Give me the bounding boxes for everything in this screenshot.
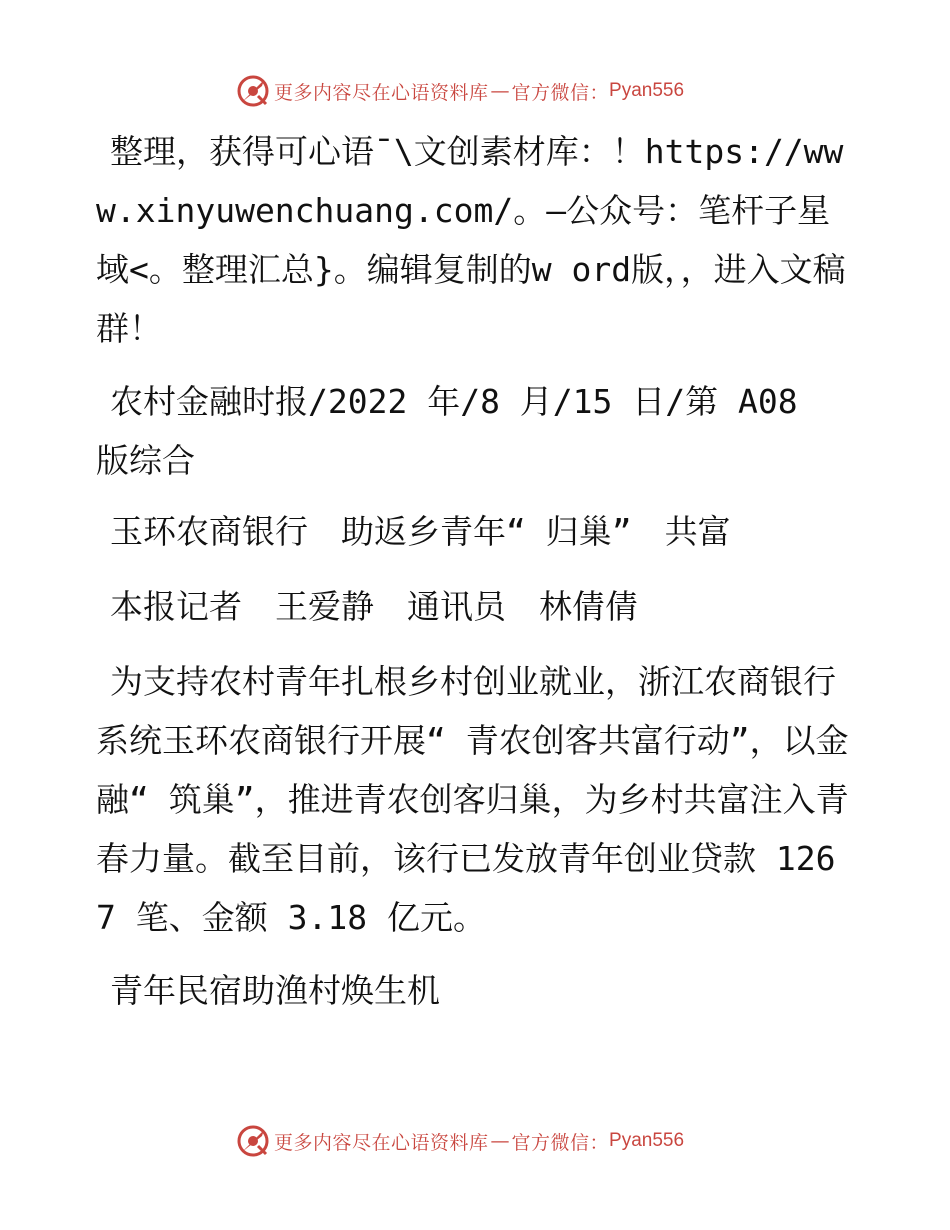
watermark-wechat-id: Pyan556 — [609, 1130, 685, 1151]
article-byline: 本报记者 王爱静 通讯员 林倩倩 — [110, 587, 638, 626]
watermark-footer — [236, 1124, 684, 1158]
article-headline: 玉环农商银行 助返乡青年“ 归巢” 共富 — [110, 512, 731, 551]
document-content — [96, 122, 850, 1020]
watermark-text: 更多内容尽在心语资料库 — [274, 1131, 489, 1154]
watermark-dash: — — [490, 80, 510, 102]
watermark-text: 更多内容尽在心语资料库 — [274, 81, 489, 104]
watermark-wechat-id: Pyan556 — [609, 80, 685, 101]
logo-icon — [236, 1124, 270, 1158]
intro-paragraph: 整理，获得可心语¯\文创素材库：！https://www.xinyuwenchuang.com/。—公众号：笔杆子星域<。整理汇总}。编辑复制的w ord版，，进入文稿群！ — [96, 132, 846, 348]
section-subheading: 青年民宿助渔村焕生机 — [110, 971, 440, 1010]
watermark-dash: — — [490, 1130, 510, 1152]
watermark-header — [236, 74, 684, 108]
watermark-wechat-label: 官方微信： — [511, 81, 610, 104]
logo-icon — [236, 74, 270, 108]
watermark-wechat-label: 官方微信： — [511, 1131, 610, 1154]
source-line: 农村金融时报/2022 年/8 月/15 日/第 A08 版综合 — [96, 382, 798, 480]
body-paragraph: 为支持农村青年扎根乡村创业就业，浙江农商银行系统玉环农商银行开展“ 青农创客共富行动”，以金融“ 筑巢”，推进青农创客归巢，为乡村共富注入青春力量。截至目前，该行已发放青年创业贷款 1267 笔、金额 3.18 亿元。 — [96, 662, 849, 937]
